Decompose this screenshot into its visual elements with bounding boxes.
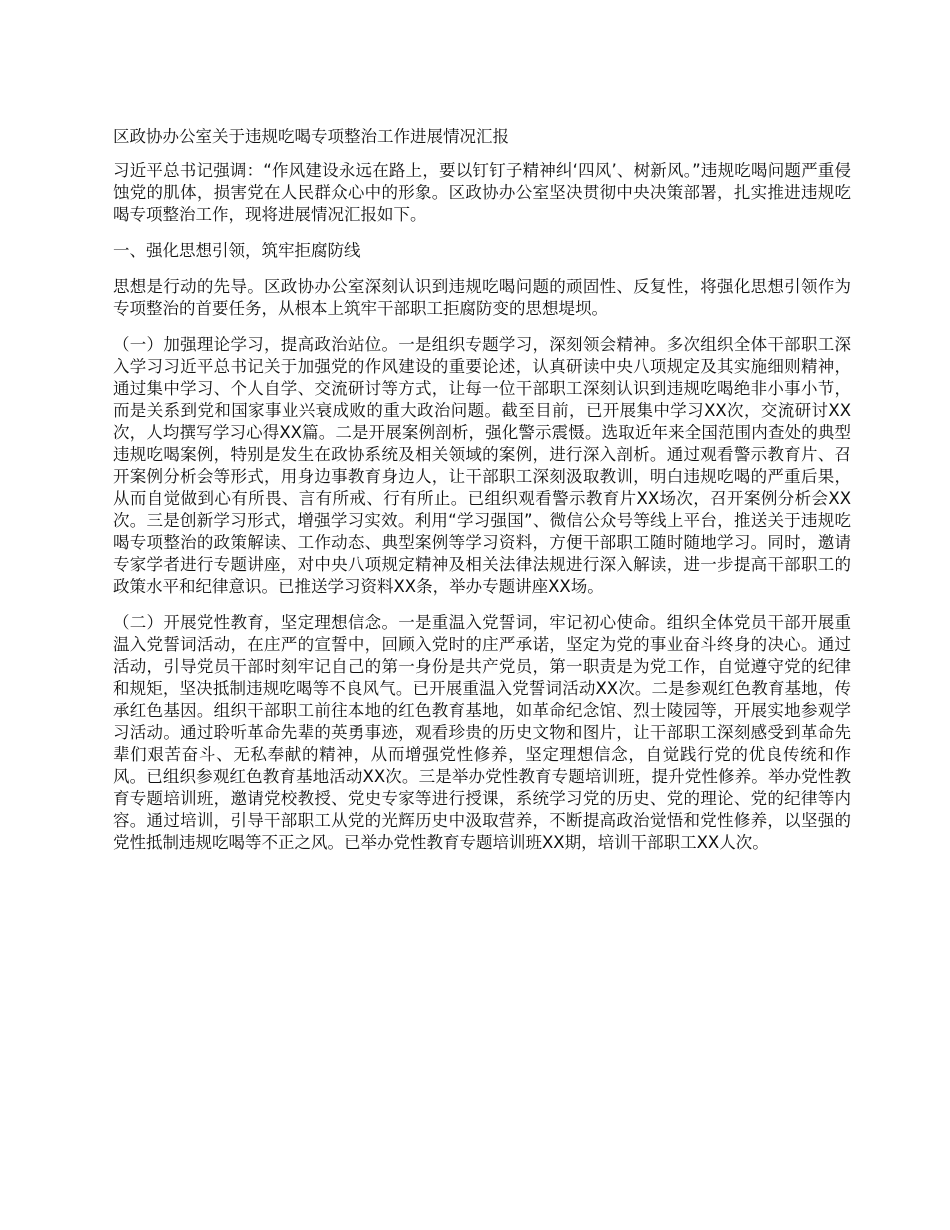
subsection-2-paragraph: （二）开展党性教育，坚定理想信念。一是重温入党誓词，牢记初心使命。组织全体党员干部开展重温入党誓词活动，在庄严的宣誓中，回顾入党时的庄严承诺，坚定为党的事业奋斗终身的决心。通过活动，引导党员干部时刻牢记自己的第一身份是共产党员，第一职责是为党工作，自觉遵守党的纪律和规矩，坚决抵制违规吃喝等不良风气。已开展重温入党誓词活动XX次。二是参观红色教育基地，传承红色基因。组织干部职工前往本地的红色教育基地，如革命纪念馆、烈士陵园等，开展实地参观学习活动。通过聆听革命先辈的英勇事迹，观看珍贵的历史文物和图片，让干部职工深刻感受到革命先辈们艰苦奋斗、无私奉献的精神，从而增强党性修养，坚定理想信念，自觉践行党的优良传统和作风。已组织参观红色教育基地活动XX次。三是举办党性教育专题培训班，提升党性修养。举办党性教育专题培训班，邀请党校教授、党史专家等进行授课，系统学习党的历史、党的理论、党的纪律等内容。通过培训，引导干部职工从党的光辉历史中汲取营养，不断提高政治觉悟和党性修养，以坚强的党性抵制违规吃喝等不正之风。已举办党性教育专题培训班XX期，培训干部职工XX人次。 [113, 613, 851, 852]
section-1-heading: 一、强化思想引领，筑牢拒腐防线 [113, 241, 361, 260]
subsection-1-paragraph: （一）加强理论学习，提高政治站位。一是组织专题学习，深刻领会精神。多次组织全体干部职工深入学习习近平总书记关于加强党的作风建设的重要论述，认真研读中央八项规定及其实施细则精神，通过集中学习、个人自学、交流研讨等方式，让每一位干部职工深刻认识到违规吃喝绝非小事小节，而是关系到党和国家事业兴衰成败的重大政治问题。截至目前，已开展集中学习XX次，交流研讨XX次，人均撰写学习心得XX篇。二是开展案例剖析，强化警示震慑。选取近年来全国范围内查处的典型违规吃喝案例，特别是发生在政协系统及相关领域的案例，进行深入剖析。通过观看警示教育片、召开案例分析会等形式，用身边事教育身边人，让干部职工深刻汲取教训，明白违规吃喝的严重后果，从而自觉做到心有所畏、言有所戒、行有所止。已组织观看警示教育片XX场次，召开案例分析会XX次。三是创新学习形式，增强学习实效。利用“学习强国”、微信公众号等线上平台，推送关于违规吃喝专项整治的政策解读、工作动态、典型案例等学习资料，方便干部职工随时随地学习。同时，邀请专家学者进行专题讲座，对中央八项规定精神及相关法律法规进行深入解读，进一步提高干部职工的政策水平和纪律意识。已推送学习资料XX条，举办专题讲座XX场。 [113, 335, 851, 596]
section-1-intro-paragraph: 思想是行动的先导。区政协办公室深刻认识到违规吃喝问题的顽固性、反复性，将强化思想引领作为专项整治的首要任务，从根本上筑牢干部职工拒腐防变的思想堤坝。 [113, 277, 851, 318]
intro-paragraph: 习近平总书记强调：“作风建设永远在路上，要以钉钉子精神纠‘四风’、树新风。”违规吃喝问题严重侵蚀党的肌体，损害党在人民群众心中的形象。区政协办公室坚决贯彻中央决策部署，扎实推进违规吃喝专项整治工作，现将进展情况汇报如下。 [113, 161, 851, 224]
document-page [113, 126, 851, 868]
document-title: 区政协办公室关于违规吃喝专项整治工作进展情况汇报 [113, 127, 509, 146]
